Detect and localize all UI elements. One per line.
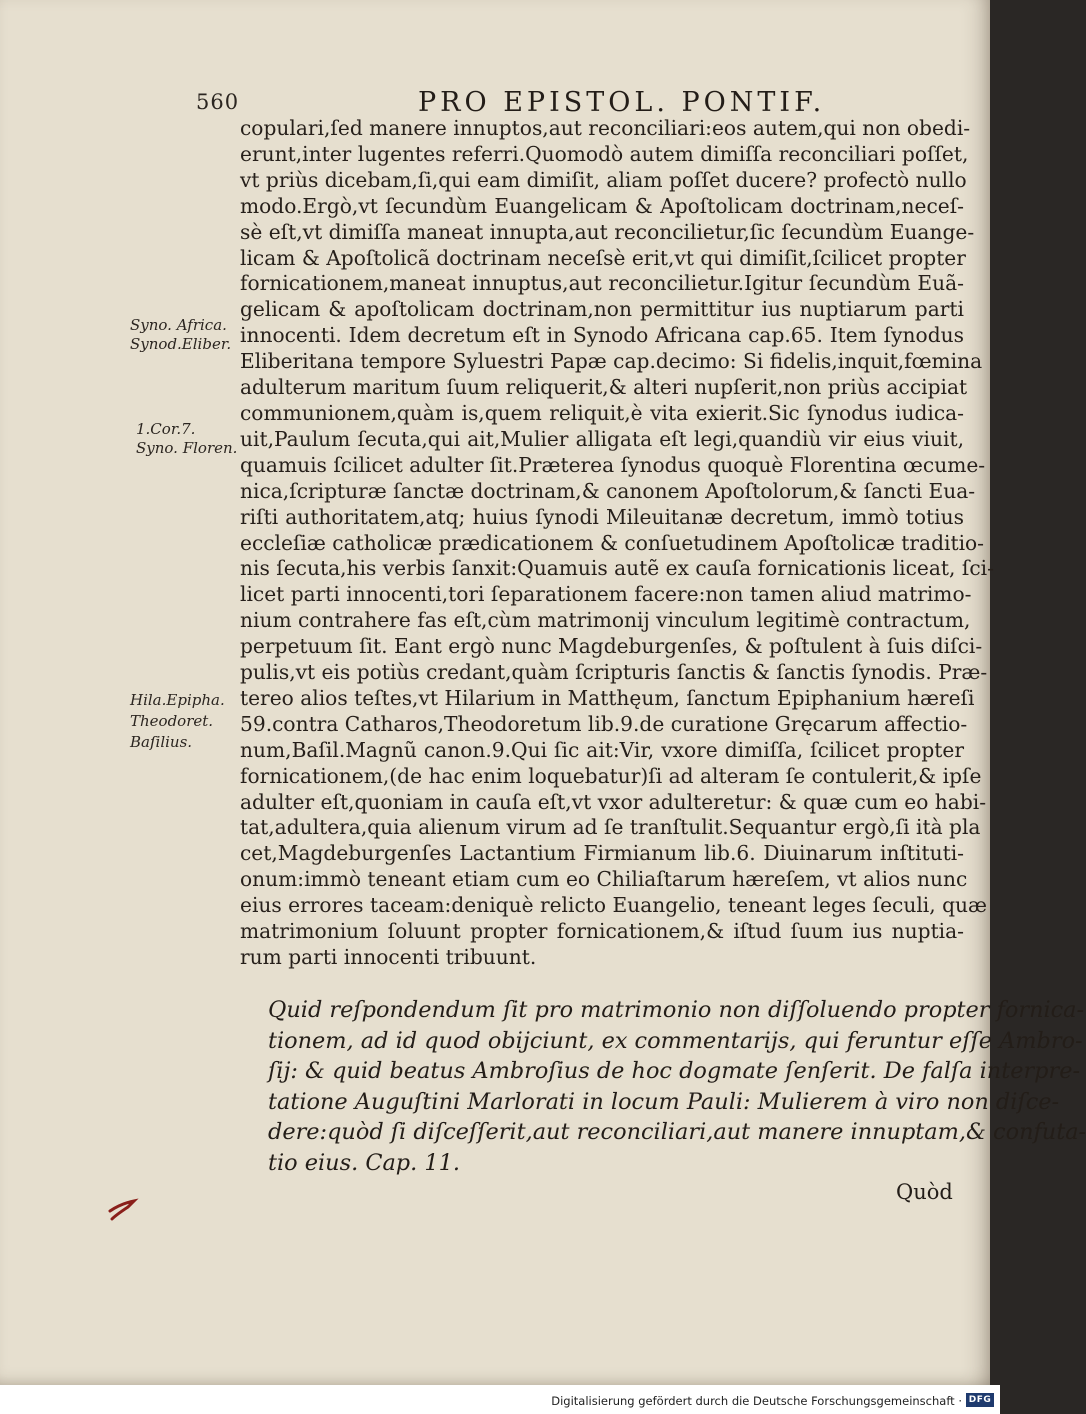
- margin-note-line: Syno. Floren.: [136, 439, 238, 457]
- text-line: riſti authoritatem,atq; huius ſynodi Mileuitanæ decretum, immò totius: [240, 504, 964, 529]
- footer-bar: [0, 1385, 1000, 1414]
- margin-note-corinthians: [136, 420, 248, 458]
- text-line: Eliberitana tempore Syluestri Papæ cap.decimo: Si fidelis,inquit,fœmina: [240, 349, 983, 374]
- text-line: nium contrahere fas eſt,cùm matrimonij vinculum legitimè contractum,: [240, 608, 971, 633]
- text-line: adulter eſt,quoniam in cauſa eſt,vt vxor adulteretur: & quæ cum eo habi-: [240, 789, 987, 814]
- margin-note-line: 1.Cor.7.: [136, 420, 196, 438]
- text-line: eius errores taceam:deniquè relicto Euangelio, teneant leges ſeculi, quæ: [240, 893, 987, 918]
- margin-note-line: Hila.Epipha.: [130, 691, 225, 709]
- chapter-heading: [268, 995, 1086, 1179]
- text-line: fornicationem,maneat innuptus,aut reconcilietur.Igitur ſecundùm Euã-: [240, 271, 964, 296]
- margin-note-fathers: [130, 690, 242, 753]
- text-line: communionem,quàm is,quem reliquit,è vita exierit.Sic ſynodus iudica-: [240, 400, 964, 425]
- running-head: PRO EPISTOL. PONTIF.: [418, 87, 826, 118]
- footer-credit: Digitalisierung gefördert durch die Deutsche Forschungsgemeinschaft ·: [551, 1394, 962, 1408]
- catchword: Quòd: [896, 1180, 953, 1204]
- margin-note-line: Synod.Eliber.: [130, 335, 232, 353]
- text-line: perpetuum ſit. Eant ergò nunc Magdeburgenſes, & poſtulent à ſuis diſci-: [240, 634, 983, 659]
- text-line: copulari,ſed manere innuptos,aut reconciliari:eos autem,qui non obedi-: [240, 116, 971, 140]
- main-text-block: [240, 116, 994, 971]
- heading-line: dere:quòd ſi diſceſſerit,aut reconciliari,aut manere innuptam,& confuta-: [268, 1119, 1086, 1146]
- text-line: modo.Ergò,vt ſecundùm Euangelicam & Apoſtolicam doctrinam,neceſ-: [240, 193, 964, 218]
- text-line: tereo alios teſtes,vt Hilarium in Matthęum, ſanctum Epiphanium hæreſi: [240, 685, 975, 710]
- heading-line: ſij: & quid beatus Ambroſius de hoc dogmate ſenſerit. De falſa interpre-: [268, 1058, 1081, 1085]
- text-line: nica,ſcripturæ ſanctæ doctrinam,& canonem Apoſtolorum,& ſancti Eua-: [240, 478, 976, 503]
- heading-line: tio eius. Cap. 11.: [268, 1149, 460, 1176]
- page-number: 560: [196, 90, 240, 114]
- text-line: tat,adultera,quia alienum virum ad ſe tranſtulit.Sequantur ergò,ſi ità pla: [240, 815, 981, 840]
- margin-note-line: Baſilius.: [130, 733, 193, 751]
- text-line: gelicam & apoſtolicam doctrinam,non permittitur ius nuptiarum parti: [240, 297, 964, 322]
- text-line: pulis,vt eis potiùs credant,quàm ſcripturis ſanctis & ſanctis ſynodis. Præ-: [240, 660, 988, 685]
- margin-note-synods: [130, 316, 242, 354]
- heading-line: tionem, ad id quod obijciunt, ex commentarijs, qui feruntur eſſe Ambro-: [268, 1027, 1083, 1054]
- heading-line: tatione Auguſtini Marlorati in locum Pauli: Mulierem à viro non diſce-: [268, 1088, 1060, 1115]
- text-line: sè eſt,vt dimiſſa maneat innupta,aut reconcilietur,ſic ſecundùm Euange-: [240, 219, 975, 244]
- text-line: cet,Magdeburgenſes Lactantium Firmianum lib.6. Diuinarum inſtituti-: [240, 841, 964, 866]
- dfg-logo-icon: DFG: [966, 1393, 994, 1407]
- heading-line: Quid reſpondendum ſit pro matrimonio non diſſoluendo propter fornica-: [268, 997, 1085, 1023]
- text-line: erunt,inter lugentes referri.Quomodò autem dimiſſa reconciliari poſſet,: [240, 141, 969, 166]
- text-line: innocenti. Idem decretum eſt in Synodo Africana cap.65. Item ſynodus: [240, 323, 964, 348]
- text-line: uit,Paulum ſecuta,qui ait,Mulier alligata eſt legi,quandiù vir eius viuit,: [240, 426, 964, 451]
- text-line: nis ſecuta,his verbis ſanxit:Quamuis autẽ ex cauſa fornicationis liceat, ſci-: [240, 556, 994, 581]
- text-line: 59.contra Catharos,Theodoretum lib.9.de curatione Gręcarum affectio-: [240, 711, 968, 736]
- text-line: quamuis ſcilicet adulter ſit.Præterea ſynodus quoquè Florentina œcume-: [240, 452, 986, 477]
- text-line: num,Baſil.Magnũ canon.9.Qui ſic ait:Vir, vxore dimiſſa, ſcilicet propter: [240, 737, 964, 762]
- text-line: licam & Apoſtolicã doctrinam neceſsè erit,vt qui dimiſit,ſcilicet propter: [240, 245, 966, 270]
- margin-note-line: Syno. Africa.: [130, 316, 227, 334]
- text-line: rum parti innocenti tribuunt.: [240, 945, 537, 969]
- text-line: onum:immò teneant etiam cum eo Chiliaſtarum hæreſem, vt alios nunc: [240, 867, 968, 892]
- text-line: vt priùs dicebam,ſi,qui eam dimiſit, aliam poſſet ducere? profectò nullo: [240, 167, 967, 192]
- text-line: fornicationem,(de hac enim loquebatur)ſi ad alteram ſe contulerit,& ipſe: [240, 763, 982, 788]
- text-line: matrimonium ſoluunt propter fornicationem,& iſtud ſuum ius nuptia-: [240, 919, 964, 944]
- text-line: licet parti innocenti,tori ſeparationem facere:non tamen aliud matrimo-: [240, 582, 972, 607]
- ink-mark-icon: [106, 1197, 138, 1223]
- text-line: adulterum maritum ſuum reliquerit,& alteri nupſerit,non priùs accipiat: [240, 375, 968, 400]
- margin-note-line: Theodoret.: [130, 712, 214, 730]
- text-line: eccleſiæ catholicæ prædicationem & conſuetudinem Apoſtolicæ traditio-: [240, 530, 985, 555]
